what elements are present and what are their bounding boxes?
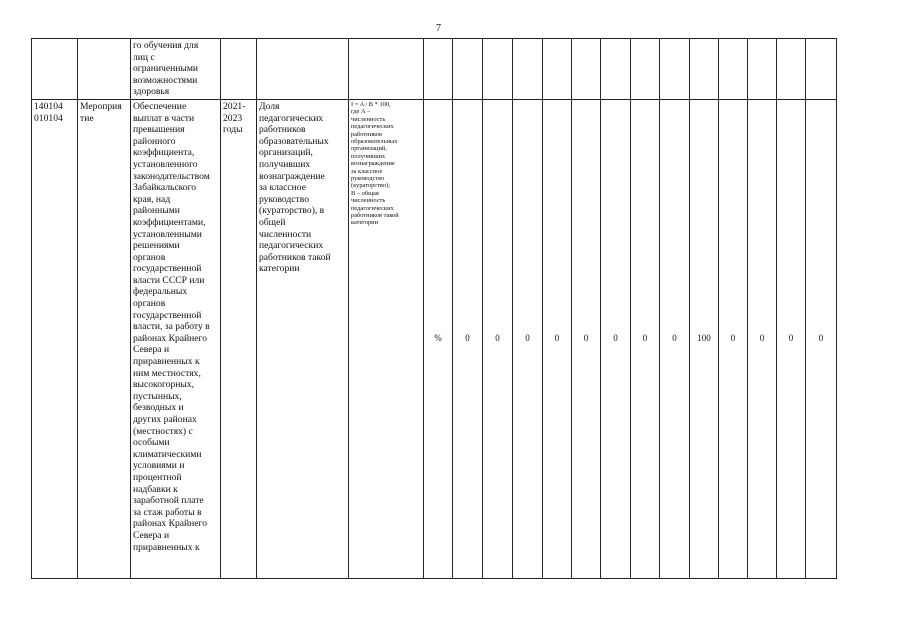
table-row	[32, 99, 837, 578]
period-cell	[221, 39, 257, 100]
value-cell	[690, 39, 719, 100]
description-cell: го обучения для лиц с ограниченными возможностями здоровья	[131, 39, 221, 100]
indicator-cell	[257, 39, 349, 100]
value-cell: 0	[719, 99, 748, 578]
formula-cell	[349, 39, 424, 100]
value-cell	[806, 39, 837, 100]
type-cell: Мероприя тие	[78, 99, 131, 578]
value-cell: 0	[601, 99, 631, 578]
value-cell	[777, 39, 806, 100]
value-cell: 0	[513, 99, 543, 578]
value-cell: 0	[572, 99, 601, 578]
value-cell	[513, 39, 543, 100]
value-cell: 0	[543, 99, 572, 578]
value-cell	[601, 39, 631, 100]
value-cell	[748, 39, 777, 100]
value-cell	[572, 39, 601, 100]
formula-cell	[349, 99, 424, 578]
table-row	[32, 39, 837, 100]
value-cell	[631, 39, 660, 100]
page-number: 7	[436, 23, 441, 34]
value-cell: 0	[483, 99, 513, 578]
period-cell: 2021- 2023 годы	[221, 99, 257, 578]
unit-cell: %	[424, 99, 453, 578]
value-cell	[719, 39, 748, 100]
value-cell: 0	[748, 99, 777, 578]
code-cell	[32, 39, 78, 100]
program-table	[31, 38, 837, 579]
formula-text: I = A / B * 100, где А – численность педагогических работников образовательных организаций, получивших вознаграждение за классное руководство (кураторство); В – общая численность педагогических работников такой категории	[351, 100, 399, 227]
value-cell: 0	[806, 99, 837, 578]
value-cell: 0	[777, 99, 806, 578]
indicator-cell: Доля педагогических работников образовательных организаций, получивших вознаграждение за классное руководство (кураторство), в общей численности педагогических работников такой категории	[257, 99, 349, 578]
value-cell: 0	[660, 99, 690, 578]
description-cell: Обеспечение выплат в части превышения районного коэффициента, установленного законодательством Забайкальского края, над районными коэффициентами, установленными решениями органов государственной власти СССР или федеральных органов государственной власти, за работу в районах Крайнего Севера и приравненных к ним местностях, высокогорных, пустынных, безводных и других районах (местностях) с особыми климатическими условиями и процентной надбавки к заработной плате за стаж работы в районах Крайнего Севера и приравненных к	[131, 99, 221, 578]
value-cell: 0	[631, 99, 660, 578]
value-cell	[660, 39, 690, 100]
value-cell	[543, 39, 572, 100]
type-cell	[78, 39, 131, 100]
unit-cell	[424, 39, 453, 100]
value-cell: 100	[690, 99, 719, 578]
code-cell: 140104 010104	[32, 99, 78, 578]
value-cell	[453, 39, 483, 100]
value-cell: 0	[453, 99, 483, 578]
value-cell	[483, 39, 513, 100]
